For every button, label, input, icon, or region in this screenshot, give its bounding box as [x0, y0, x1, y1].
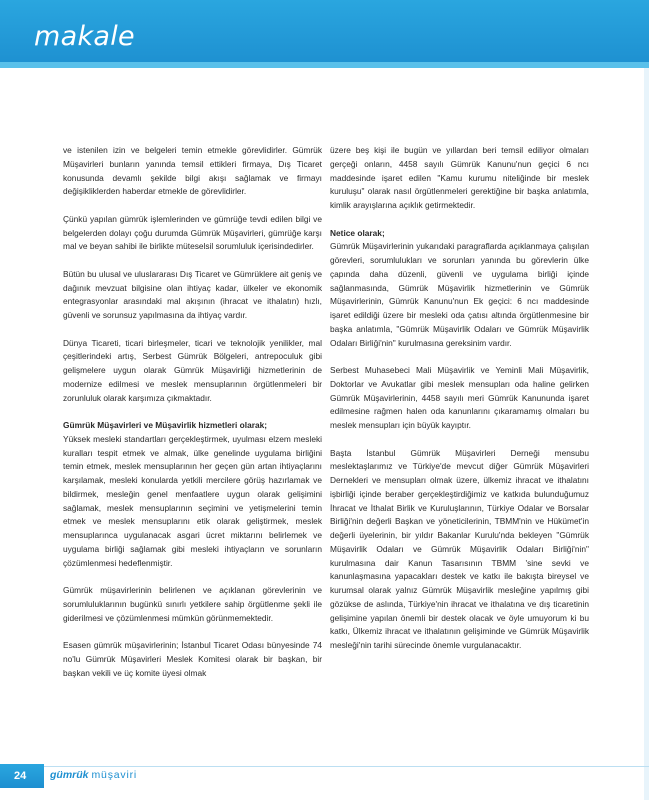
section-heading: Netice olarak;: [330, 227, 385, 238]
article-column-right: [330, 144, 589, 667]
paragraph: Dünya Ticareti, ticari birleşmeler, ticari ve teknolojik yenilikler, mal çeşitlerindeki artış, Serbest Gümrük Bölgeleri, antrepoculuk gibi gelişmelere uygun olarak Gümrük Müşavirliği hizmetlerinin de modernize edilmesi ve meslek mensuplarının örgütlenmeleri bir zorunluluk olarak karşımıza çıkmaktadır.: [63, 337, 322, 403]
paragraph: Esasen gümrük müşavirlerinin; İstanbul Ticaret Odası bünyesinde 74 no'lu Gümrük Müşavirleri Meslek Komitesi olarak bir başkan, bir başkan vekili ve üç komite üyesi olmak: [63, 640, 322, 678]
paragraph: Serbest Muhasebeci Mali Müşavirlik ve Yeminli Mali Müşavirlik, Doktorlar ve Avukatlar gibi meslek mensupları oda haline gelirken Gümrük Müşavirlerinin, 4458 sayılı meri Gümrük Kanununda işaret edilmesine rağmen halen oda kanunlarını çıkaramamış olmaları bu meslek mensupları için büyük kayıptır.: [330, 365, 589, 430]
section-title: makale: [34, 21, 135, 52]
paragraph: Yüksek mesleki standartları gerçekleştirmek, uyulması elzem mesleki kuralları tespit etmek ve almak, ülke genelinde uygulama birliğini temin etmek, meslek mensuplarının her geçen gün artan ihtiyaçlarını karşılamak, mesleki konularda yetkili mercilere görüş hazırlamak ve bildirmek, mesleğin genel menfaatlere uygun olarak gelişimini sağlamak, meslek mensuplarının seçimini ve yetişmelerini temin etmek ve meslek mensuplarını etik olarak geliştirmek, meslek mensuplarınca uygulanacak asgari ücret miktarını belirlemek ve uygulama birliği sağlamak gibi mesleki ihtiyaçların ve sorunların çözümlenmesi hedeflenmiştir.: [63, 433, 322, 568]
section-heading: Gümrük Müşavirleri ve Müşavirlik hizmetleri olarak;: [63, 420, 268, 430]
paragraph: üzere beş kişi ile bugün ve yıllardan beri temsil ediliyor olmaları gerçeği onların, 4458 sayılı Gümrük Kanunu'nun geçici 6 ncı maddesinde işaret edilen "Kamu kurumu niteliğinde bir meslek kuruluşu" olarak nasıl örgütlenmeleri gerektiğine bir başka anlatımla, kimlik arayışlarına açıklık getirmektedir.: [330, 145, 589, 210]
paragraph: Başta İstanbul Gümrük Müşavirleri Derneği mensubu meslektaşlarımız ve Türkiye'de mevcut diğer Gümrük Müşavirleri Dernekleri ve mensupları olmak üzere, ülkemiz ihracat ve ithalatını işbirliği içinde beraber gerçekleştirdiğimiz ve katkıda bulunduğumuz İhracat ve İthalat Birlik ve Kuruluşlarının, Türkiye Odalar ve Borsalar Birliği'nin değerli Başkan ve yöneticilerinin, TBMM'nin ve Hükümet'in değerli üyelerinin, bir yıldır Bakanlar Kurulu'nda bekleyen "Gümrük Müşavirlik Odaları ve Gümrük Müşavirlik Odaları Birliği'nin" kurulmasına dair Kanun Tasarısının TBMM 'sine sevki ve kanunlaşmasına yapacakları destek ve katkı ile bakışta bireysel ve kurumsal olarak yalnız Gümrük Müşavirlik mesleğine yapılmış gibi gözükse de aslında, Türkiye'nin ihracat ve ithalatına ve dış ticaretinin gelişimine yapılan önemli bir destek olacak ve öyle umuyorum ki bu katkı, Ülkemiz ihracat ve ithalatının gelişiminde ve Gümrük Müşavirlik mesleği'nin tarihi sürecinde önemle vurgulanacaktır.: [330, 447, 589, 650]
page-edge-stripe: [644, 68, 649, 800]
paragraph: Çünkü yapılan gümrük işlemlerinden ve gümrüğe tevdi edilen bilgi ve belgelerden dolayı çoğu durumda Gümrük Müşavirleri, gümrüğe karşı mal ve beyan sahibi ile birlikte müteselsil sorumluluk içerisindedirler.: [63, 213, 322, 252]
section-header-banner: [0, 0, 649, 68]
magazine-logo: [50, 766, 137, 784]
paragraph: Gümrük müşavirlerinin belirlenen ve açıklanan görevlerinin ve sorumluluklarının bugünkü sınırlı yetkilere sahip örgütlenme şekli ile giderilmesi ve çözümlenmesi mümkün görünmemektedir.: [63, 585, 322, 623]
paragraph: ve istenilen izin ve belgeleri temin etmekle görevlidirler. Gümrük Müşavirleri bunların yanında temsil ettikleri firmaya, Dış Ticaret konusunda devamlı şekilde bilgi akışı sağlamak ve firmayı değişikliklerden haberdar etmekle de görevlidirler.: [63, 145, 322, 197]
magazine-logo-bold: gümrük: [50, 769, 89, 781]
magazine-logo-light: müşaviri: [91, 769, 138, 781]
paragraph: Bütün bu ulusal ve uluslararası Dış Ticaret ve Gümrüklere ait geniş ve dağınık mevzuat bilgisine olan ihtiyaç kadar, ülkeler ve ekonomik entegrasyonlar arasındaki mal akışının (ihracat ve ithalatın) hızlı, güvenli ve sorunsuz yapılmasına da ihtiyaç vardır.: [63, 268, 322, 320]
paragraph: Gümrük Müşavirlerinin yukarıdaki paragraflarda açıklanmaya çalışılan görevleri, sorumlulukları ve sorunları yanında bu görevlerin ülke çapında daha düzenli, güvenli ve uygulama birliği içinde sağlanmasında, Gümrük Müşavirlik hizmetlerinin ve Gümrük Müşavirlerinin, Gümrük Kanunu'nun Ek geçici: 6 ncı maddesinde işaret edildiği üzere bir mesleki oda çatısı altında örgütlenmesine bir başka anlatımla, "Gümrük Müşavirlik Odaları ve Gümrük Müşavirlik Odaları Birliği'nin" kurulmasına gereksinim vardır.: [330, 241, 589, 348]
article-column-left: [63, 144, 322, 694]
page-number: 24: [14, 770, 27, 782]
